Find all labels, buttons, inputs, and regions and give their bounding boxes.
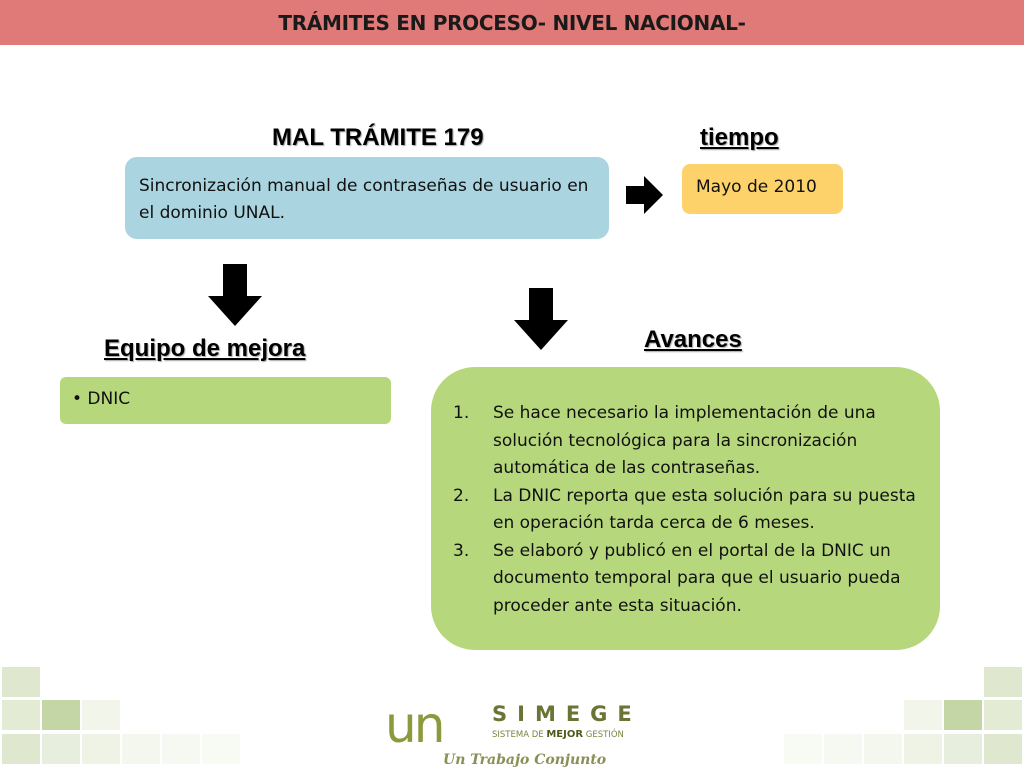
tiempo-heading: tiempo bbox=[700, 124, 779, 151]
tramite-description: Sincronización manual de contraseñas de usuario en el dominio UNAL. bbox=[139, 176, 589, 223]
list-item-text: Se hace necesario la implementación de una solución tecnológica para la sincronización automática de las contraseñas. bbox=[493, 403, 876, 478]
tramite-heading: MAL TRÁMITE 179 bbox=[272, 124, 484, 151]
tiempo-value: Mayo de 2010 bbox=[696, 177, 817, 197]
right-arrow-icon bbox=[624, 174, 664, 216]
page-title: TRÁMITES EN PROCESO- NIVEL NACIONAL- bbox=[278, 10, 746, 35]
list-item-number: 2. bbox=[453, 485, 470, 506]
avances-list bbox=[453, 400, 918, 620]
list-item-number: 3. bbox=[453, 540, 470, 561]
list-item-text: Se elaboró y publicó en el portal de la DNIC un documento temporal para que el usuario pueda proceder ante esta situación. bbox=[493, 540, 901, 616]
list-item-number: 1. bbox=[453, 403, 470, 423]
logo-tagline: Un Trabajo Conjunto bbox=[443, 752, 607, 768]
down-arrow-icon bbox=[512, 286, 570, 352]
equipo-item: • DNIC bbox=[72, 389, 131, 409]
avances-box bbox=[431, 367, 940, 650]
list-item bbox=[453, 538, 918, 621]
logo-subtitle: SISTEMA DE MEJOR GESTIÓN bbox=[492, 729, 624, 740]
down-arrow-icon bbox=[206, 262, 264, 328]
logo-brand: SIMEGE bbox=[492, 702, 642, 726]
avances-heading: Avances bbox=[644, 326, 742, 353]
logo-mark: un bbox=[385, 696, 443, 754]
tramite-description-box bbox=[125, 157, 609, 239]
simege-logo bbox=[385, 696, 655, 768]
list-item-text: La DNIC reporta que esta solución para su puesta en operación tarda cerca de 6 meses. bbox=[493, 485, 916, 533]
list-item bbox=[453, 400, 918, 483]
equipo-heading: Equipo de mejora bbox=[104, 335, 306, 362]
equipo-box bbox=[60, 377, 391, 424]
title-bar bbox=[0, 0, 1024, 45]
list-item bbox=[453, 483, 918, 538]
tiempo-box bbox=[682, 164, 843, 214]
